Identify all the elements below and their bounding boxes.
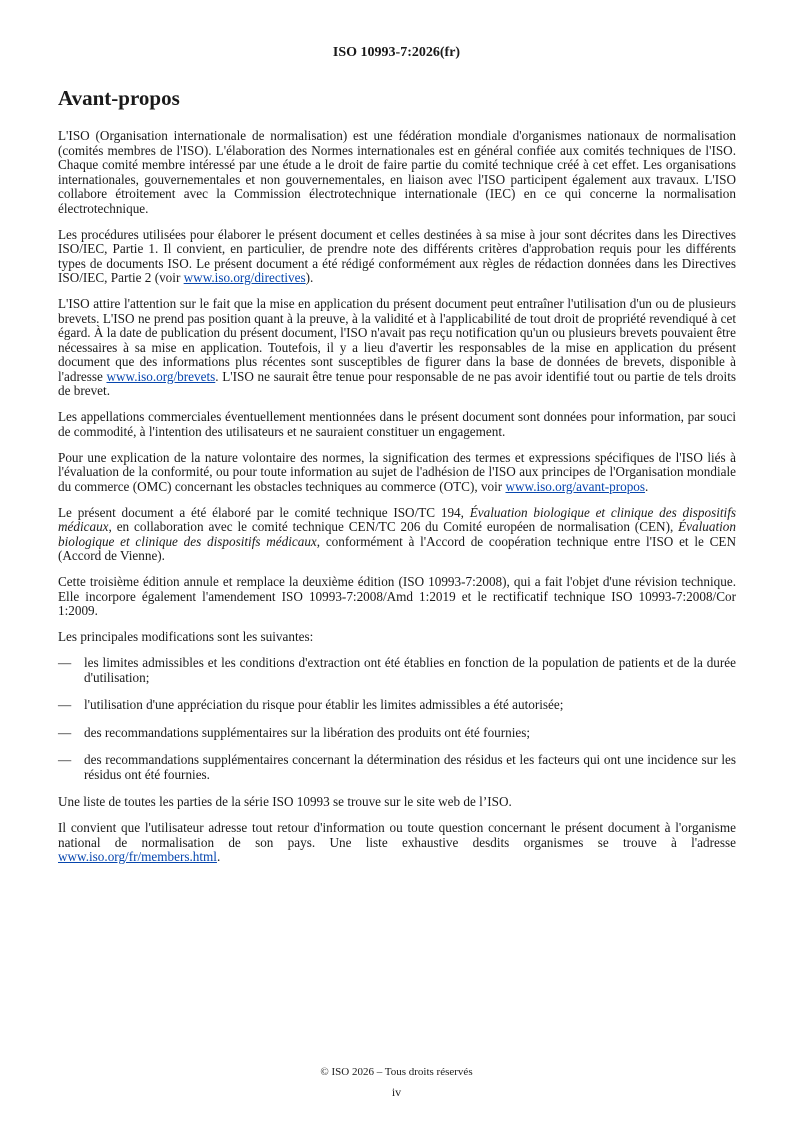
- list-item: [58, 698, 736, 713]
- paragraph: [58, 228, 736, 286]
- paragraph: [58, 129, 736, 216]
- text-segment: .: [216, 849, 221, 864]
- text-segment: ).: [305, 270, 314, 285]
- text-segment: Pour une explication de la nature volontaire des normes, la signification des termes et expressions spécifiques de l'ISO liés à l'évaluation de la conformité, ou pour toute information au sujet de l'adhésion de l'ISO aux principes de l'Organisation mondiale du commerce (OMC) concernant les obstacles techniques au commerce (OTC), voir: [58, 449, 736, 494]
- link[interactable]: www.iso.org/avant-propos: [505, 478, 646, 494]
- text-segment: l'utilisation d'une appréciation du risque pour établir les limites admissibles a été autorisée;: [84, 697, 564, 712]
- paragraph: [58, 410, 736, 439]
- list-item: [58, 726, 736, 741]
- list-item-text: [84, 753, 736, 782]
- list-dash: —: [58, 697, 72, 712]
- text-segment: des recommandations supplémentaires concernant la détermination des résidus et les facteurs qui ont une incidence sur les résidus ont été fournies.: [84, 752, 736, 782]
- document-header: ISO 10993-7:2026(fr): [332, 45, 461, 60]
- copyright-footer: © ISO 2026 – Tous droits réservés: [320, 1066, 473, 1078]
- italic-title: Évaluation biologique et clinique des dispositifs médicaux: [58, 504, 736, 534]
- text-segment: L'ISO (Organisation internationale de normalisation) est une fédération mondiale d'organismes nationaux de normalisation (comités membres de l'ISO). L'élaboration des Normes internationales est en général confiée aux comités techniques de l'ISO. Chaque comité membre intéressé par une étude a le droit de faire partie du comité technique créé à cet effet. Les organisations internationales, gouvernementales et non gouvernementales, en liaison avec l'ISO participent également aux travaux. L'ISO collabore étroitement avec la Commission électrotechnique internationale (IEC) en ce qui concerne la normalisation électrotechnique.: [58, 128, 736, 216]
- list-dash: —: [58, 724, 72, 740]
- text-segment: Les procédures utilisées pour élaborer le présent document et celles destinées à sa mise à jour sont décrites dans les Directives ISO/IEC, Partie 1. Il convient, en particulier, de prendre note des différents critères d'approbation requis pour les différents types de documents ISO. Le présent document a été rédigé conformément aux règles de rédaction données dans les Directives ISO/IEC, Partie 2 (voir: [58, 226, 736, 285]
- text-segment: Les appellations commerciales éventuellement mentionnées dans le présent document sont données pour information, par souci de commodité, à l'intention des utilisateurs et ne sauraient constituer un engagement.: [58, 409, 736, 439]
- page-number: iv: [391, 1085, 402, 1099]
- list-dash: —: [58, 655, 72, 670]
- text-segment: Il convient que l'utilisateur adresse tout retour d'information ou toute question concernant le présent document à l'organisme national de normalisation de son pays. Une liste exhaustive desdits organismes se trouve à l'adresse: [58, 820, 736, 850]
- text-segment: , en collaboration avec le comité technique CEN/TC 206 du Comité européen de normalisation (CEN),: [108, 519, 679, 534]
- text-segment: Les principales modifications sont les suivantes:: [58, 629, 314, 644]
- paragraph: [58, 506, 736, 564]
- text-segment: des recommandations supplémentaires sur la libération des produits ont été fournies;: [84, 724, 531, 740]
- list-item: [58, 753, 736, 782]
- list-item: [58, 656, 736, 685]
- list-item-text: [84, 726, 736, 741]
- section-title: Avant-propos: [58, 86, 180, 110]
- text-segment: Une liste de toutes les parties de la série ISO 10993 se trouve sur le site web de l’ISO.: [58, 794, 512, 809]
- text-segment: , conformément à l'Accord de coopération technique entre l'ISO et le CEN (Accord de Vienne).: [58, 533, 736, 563]
- italic-title: Évaluation biologique et clinique des dispositifs médicaux: [58, 519, 736, 549]
- text-segment: . L'ISO ne saurait être tenue pour responsable de ne pas avoir identifié tout ou partie de tels droits de brevet.: [58, 368, 736, 398]
- paragraph: [58, 630, 736, 645]
- paragraph: [58, 297, 736, 399]
- text-segment: Le présent document a été élaboré par le comité technique ISO/TC 194,: [58, 504, 470, 520]
- paragraph: [58, 795, 736, 810]
- link[interactable]: www.iso.org/brevets: [106, 368, 216, 384]
- document-body: [58, 129, 736, 876]
- link[interactable]: www.iso.org/fr/members.html: [58, 849, 217, 864]
- list-item-text: [84, 698, 736, 713]
- paragraph: [58, 451, 736, 495]
- text-segment: Cette troisième édition annule et remplace la deuxième édition (ISO 10993-7:2008), qui a fait l'objet d'une révision technique. Elle incorpore également l'amendement ISO 10993-7:2008/Amd 1:2019 et le rectificatif technique ISO 10993-7:2008/Cor 1:2009.: [58, 574, 736, 618]
- text-segment: .: [645, 478, 649, 494]
- link[interactable]: www.iso.org/directives: [183, 270, 306, 285]
- list-item-text: [84, 656, 736, 685]
- paragraph: [58, 575, 736, 619]
- text-segment: les limites admissibles et les conditions d'extraction ont été établies en fonction de la population de patients et de la durée d'utilisation;: [84, 655, 736, 685]
- text-segment: L'ISO attire l'attention sur le fait que la mise en application du présent document peut entraîner l'utilisation d'un ou de plusieurs brevets. L'ISO ne prend pas position quant à la preuve, à la validité et à l'applicabilité de tout droit de propriété revendiqué à cet égard. À la date de publication du présent document, l'ISO n'avait pas reçu notification qu'un ou plusieurs brevets pouvaient être nécessaires à sa mise en application. Toutefois, il y a lieu d'avertir les responsables de la mise en application du présent document que des informations plus récentes sont susceptibles de figurer dans la base de données de brevets, disponible à l'adresse: [58, 296, 736, 384]
- paragraph: [58, 821, 736, 865]
- list-dash: —: [58, 752, 72, 767]
